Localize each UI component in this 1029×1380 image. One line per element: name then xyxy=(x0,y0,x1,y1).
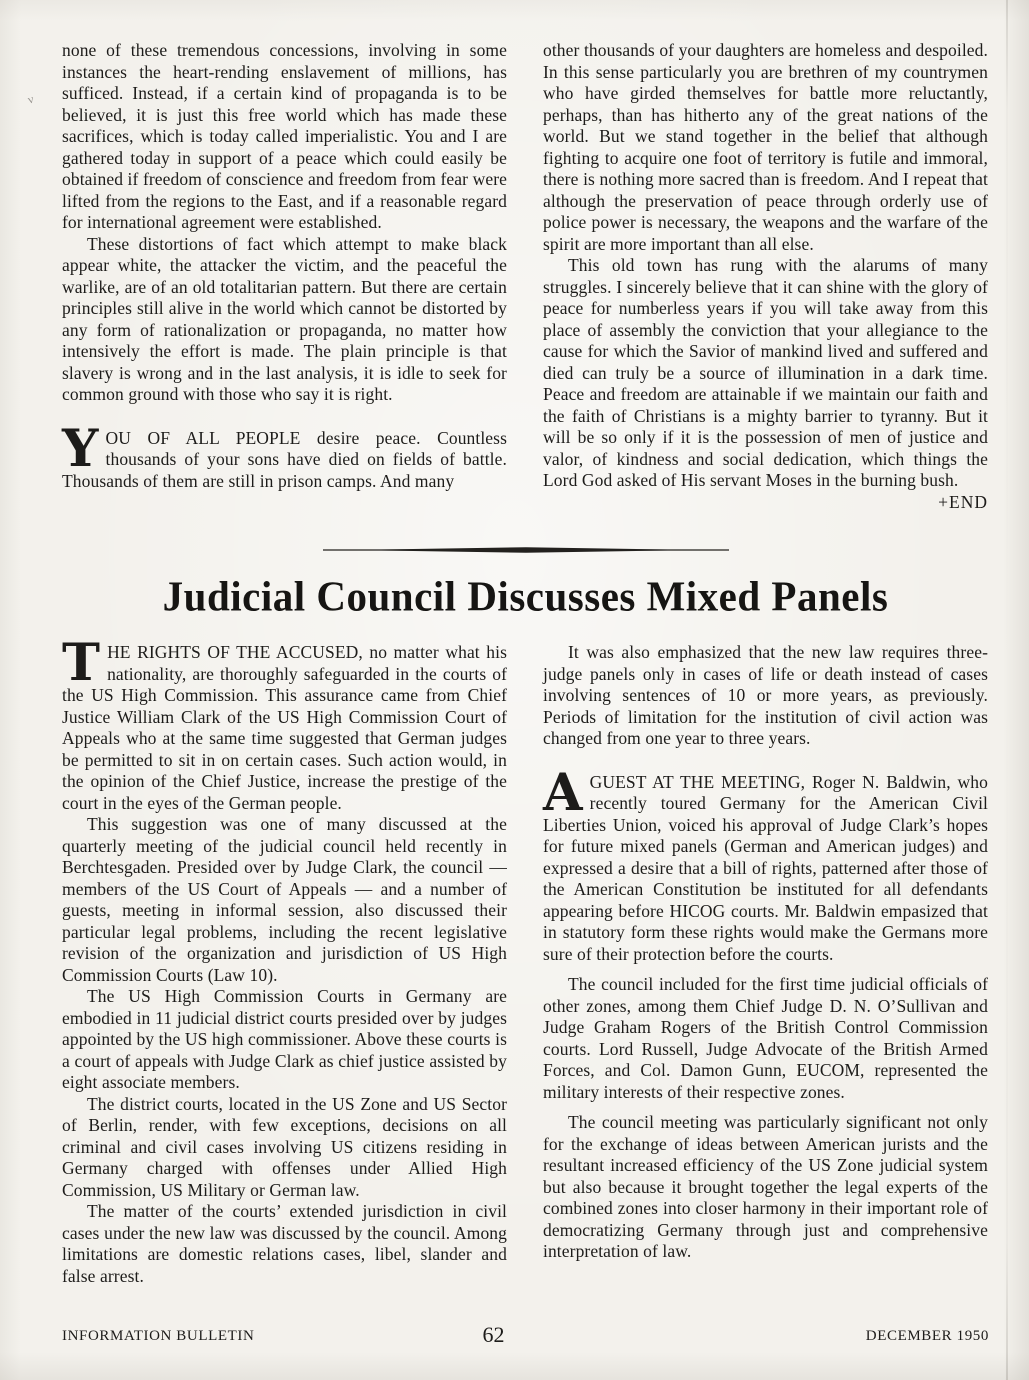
top-article-right-column xyxy=(543,40,988,513)
paragraph: none of these tremendous concessions, involving in some instances the heart-rending enslavement of millions, has sufficed. Instead, if a certain kind of propaganda is to be believed, it is just this free world which has made these sacrifices, which is today called imperialistic. You and I are gathered today in support of a peace which could easily be obtained if freedom of conscience and freedom from fear were lifted from the regions to the East, and if a reasonable regard for international agreement were established. xyxy=(62,40,507,232)
dropcap-letter: A xyxy=(543,762,583,823)
paragraph-with-dropcap xyxy=(62,633,507,814)
paragraph: The council meeting was particularly significant not only for the exchange of ideas between American jurists and the resultant increased efficiency of the US Zone judicial system but also because it brought together the legal experts of the combined zones into closer harmony in their important role of democratizing Germany through just and comprehensive interpretation of law. xyxy=(543,1112,988,1261)
paragraph: The matter of the courts’ extended jurisdiction in civil cases under the new law was discussed by the council. Among limitations are domestic relations cases, libel, slander and false arrest. xyxy=(62,1201,507,1286)
paragraph-with-dropcap xyxy=(543,762,988,966)
page-footer xyxy=(62,1322,989,1352)
paragraph-text: This old town has rung with the alarums of many struggles. I sincerely believe that it can shine with the glory of peace for numberless years if you will take away from this place of assembly the conviction that your allegiance to the cause for which the Savior of mankind lived and suffered and died can truly be a source of illumination in a dark time. Peace and freedom are attainable if we maintain our faith and the faith of Christians is a mighty barrier to tyranny. But it will be so only if it is the possession of men of justice and valor, of kindness and social dedication, which things the Lord God asked of His servant Moses in the burning bush. xyxy=(543,255,988,490)
bottom-article-columns xyxy=(62,633,989,1287)
paragraph: It was also emphasized that the new law requires three-judge panels only in cases of life or death instead of cases involving sentences of 10 or more years, as previously. Periods of limitation for the institution of civil action was changed from one year to three years. xyxy=(543,642,988,748)
article-end-mark: +END xyxy=(938,491,988,512)
paragraph: The US High Commission Courts in Germany are embodied in 11 judicial district courts presided over by judges appointed by the US high commissioner. Above these courts is a court of appeals with Judge Clark as chief justice assisted by eight associate members. xyxy=(62,986,507,1092)
top-article-columns xyxy=(62,40,989,513)
paragraph: The district courts, located in the US Zone and US Sector of Berlin, render, with few exceptions, decisions on all criminal and civil cases involving US citizens residing in Germany charged with offenses under Allied High Commission, US Military or German law. xyxy=(62,1093,507,1200)
section-divider xyxy=(62,546,989,554)
paragraph: These distortions of fact which attempt to make black appear white, the attacker the victim, and the peaceful the warlike, are of an old totalitarian pattern. But there are certain principles still alive in the world which cannot be distorted by any form of rationalization or propaganda, no matter how intensively the effort is made. The plain principle is that slavery is wrong and in the last analysis, it is idle to seek for common ground with those who say it is right. xyxy=(62,233,507,404)
swelled-rule-icon xyxy=(323,546,729,554)
paragraph xyxy=(543,255,988,512)
paragraph: other thousands of your daughters are homeless and despoiled. In this sense particularly you are brethren of my countrymen who have girded themselves for battle more reluctantly, perhaps, than has hitherto any of the great nations of the world. But we stand together in the belief that although fighting to acquire one foot of territory is futile and immoral, there is nothing more sacred than is freedom. And I repeat that although the preservation of peace through orderly use of police power is necessary, the weapons and the warfare of the spirit are more important than all else. xyxy=(543,40,988,254)
top-article-left-column xyxy=(62,40,507,513)
paragraph-text: OU OF ALL PEOPLE desire peace. Countless thousands of your sons have died on fields of battle. Thousands of them are still in prison camps. And many xyxy=(62,427,507,491)
paragraph-with-dropcap xyxy=(62,418,507,493)
paragraph: The council included for the first time judicial officials of other zones, among them Chief Judge D. N. O’Sullivan and Judge Graham Rogers of the British Control Commission courts. Lord Russell, Judge Advocate of the British Armed Forces, and Col. Damon Gunn, EUCOM, represented the military interests of their respective zones. xyxy=(543,974,988,1102)
paragraph-text: HE RIGHTS OF THE ACCUSED, no matter what his nationality, are thoroughly safeguarded in the courts of the US High Commission. This assurance came from Chief Justice William Clark of the US High Commission Court of Appeals who at the same time suggested that German judges be permitted to sit in on certain cases. Such action would, in the opinion of the Chief Justice, increase the prestige of the court in the eyes of the German people. xyxy=(62,642,507,813)
page-number: 62 xyxy=(482,1322,505,1347)
dropcap-letter: Y xyxy=(62,418,99,479)
publication-name: INFORMATION BULLETIN xyxy=(62,1328,255,1344)
dropcap-letter: T xyxy=(62,633,101,693)
margin-mark-artifact: ν xyxy=(26,91,36,107)
article-headline: Judicial Council Discusses Mixed Panels xyxy=(162,572,889,620)
paragraph-text: GUEST AT THE MEETING, Roger N. Baldwin, who recently toured Germany for the American Civil Liberties Union, voiced his approval of Judge Clark’s hopes for future mixed panels (German and American judges) and expressed a desire that a bill of rights, patterned after those of the American Constitution be instituted for all defendants appearing before HICOG courts. Mr. Baldwin empasized that in statutory form these rights would make the Germans more sure of their protection before the courts. xyxy=(543,771,988,964)
scan-edge-artifact xyxy=(1006,0,1008,1380)
issue-date: DECEMBER 1950 xyxy=(865,1328,989,1344)
bottom-article-right-column xyxy=(543,642,988,1287)
bottom-article-left-column xyxy=(62,633,507,1287)
paragraph: This suggestion was one of many discussed at the quarterly meeting of the judicial council held recently in Berchtesgaden. Presided over by Judge Clark, the council — members of the US Court of Appeals — and a number of guests, meeting in informal session, also discussed their particular legal problems, including the recent legislative revision of the organization and jurisdiction of US High Commission Courts (Law 10). xyxy=(62,814,507,985)
